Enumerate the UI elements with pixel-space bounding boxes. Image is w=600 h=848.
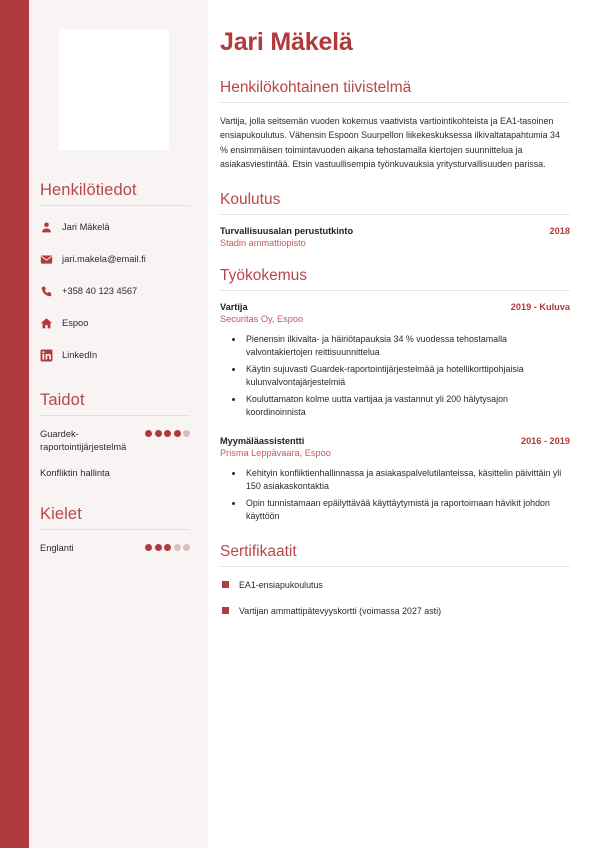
bullet-item: • Opin tunnistamaan epäilyttävää käyttäytymistä ja raportoimaan hävikit johdon käyttöön <box>244 497 570 524</box>
personal-section-heading: Henkilötiedot <box>40 181 137 199</box>
sidebar <box>29 0 208 848</box>
bullet-item: • Käytin sujuvasti Guardek-raportointijärjestelmää ja hotellikorttipohjaisia kulunvalvontajärjestelmiä <box>244 363 570 390</box>
section-divider <box>40 529 190 530</box>
main-content <box>208 0 600 848</box>
section-divider <box>220 102 570 103</box>
linkedin-icon <box>40 349 62 362</box>
rating-dot <box>145 544 152 551</box>
contact-text: Espoo <box>62 317 89 328</box>
skills-list <box>40 428 190 481</box>
sidebar-personal-section <box>29 181 208 364</box>
section-divider <box>220 566 570 567</box>
home-icon <box>40 317 62 330</box>
contact-text: LinkedIn <box>62 349 98 360</box>
contact-text: +358 40 123 4567 <box>62 285 138 296</box>
skill-item-label: Guardek-raportointijärjestelmä <box>40 429 127 453</box>
rating-dot <box>183 430 190 437</box>
entry-date: 2019 - Kuluva <box>510 301 570 312</box>
square-bullet-icon <box>222 581 229 588</box>
languages-list <box>40 542 190 555</box>
rating-dot <box>183 544 190 551</box>
profile-photo-placeholder <box>59 29 169 150</box>
skill-item-rating <box>145 428 190 437</box>
contact-text: Jari Mäkelä <box>62 221 110 232</box>
contact-row[interactable] <box>40 282 190 300</box>
entry-header <box>220 226 570 236</box>
entry-title: Turvallisuusalan perustutkinto <box>220 225 354 236</box>
sidebar-languages-section <box>29 505 208 555</box>
education-entries <box>220 226 570 248</box>
certificate-item <box>220 579 570 591</box>
accent-stripe <box>0 0 29 848</box>
entry <box>220 302 570 420</box>
contact-list <box>40 218 190 364</box>
entry-date: 2016 - 2019 <box>520 435 570 446</box>
certificates-heading: Sertifikaatit <box>220 543 297 560</box>
summary-text: Vartija, jolla seitsemän vuoden kokemus vaativista vartiointikohteista ja EA1-tasoinen ensiapukoulutus. Vähensin Espoon Suurpellon liikekeskuksessa ilkivaltatapahtumia 34 % ensimmäisen toimintavuoden aikana tehostamalla kiertojen suunnittelua ja asiakasviestintää. Etsin vastuullisempia työnkuvauksia yritysturvallisuuden parissa. <box>220 116 560 170</box>
entry-organization: Securitas Oy, Espoo <box>220 313 304 324</box>
skills-section-heading: Taidot <box>40 391 85 409</box>
bullet-item: • Pienensin ilkivalta- ja häiriötapauksia 34 % vuodessa tehostamalla valvontakiertojen reittisuunnittelua <box>244 333 570 360</box>
rating-dot <box>145 430 152 437</box>
certificate-text: EA1-ensiapukoulutus <box>239 580 323 590</box>
square-bullet-icon <box>222 607 229 614</box>
phone-icon <box>40 285 62 298</box>
entry <box>220 436 570 524</box>
entry-header <box>220 302 570 312</box>
page-title: Jari Mäkelä <box>220 28 353 56</box>
section-divider <box>220 290 570 291</box>
envelope-icon <box>40 253 62 266</box>
contact-row[interactable] <box>40 218 190 236</box>
rating-dot <box>155 430 162 437</box>
person-icon <box>40 221 62 234</box>
entry-bullets <box>220 467 570 524</box>
contact-row[interactable] <box>40 314 190 332</box>
bullet-item: • Kouluttamaton kolme uutta vartijaa ja vastannut yli 200 hälytysajon koordinoinnista <box>244 393 570 420</box>
certificate-item <box>220 605 570 617</box>
certificate-text: Vartijan ammattipätevyyskortti (voimassa 2027 asti) <box>239 606 442 617</box>
section-divider <box>40 415 190 416</box>
certificates-section <box>220 543 570 618</box>
bullet-item: • Kehityin konfliktienhallinnassa ja asiakaspalvelutilanteissa, käsittelin päivittäin yli 150 asiakaskontaktia <box>244 467 570 494</box>
section-divider <box>220 214 570 215</box>
entry-bullets <box>220 333 570 420</box>
experience-section <box>220 267 570 524</box>
certificate-list <box>220 579 570 618</box>
languages-section-heading: Kielet <box>40 504 82 523</box>
sidebar-skills-section <box>29 391 208 481</box>
entry-spacer <box>220 423 570 436</box>
entry-header <box>220 436 570 446</box>
education-section <box>220 191 570 248</box>
skill-item <box>40 467 190 480</box>
experience-heading: Työkokemus <box>220 266 308 284</box>
skill-item-label: Konfliktin hallinta <box>40 468 110 479</box>
entry-organization: Stadin ammattiopisto <box>220 237 306 248</box>
language-item-rating <box>145 542 190 551</box>
contact-row[interactable] <box>40 346 190 364</box>
rating-dot <box>174 544 181 551</box>
entry-title: Myymäläassistentti <box>220 435 305 446</box>
experience-entries <box>220 302 570 524</box>
rating-dot <box>155 544 162 551</box>
entry <box>220 226 570 248</box>
entry-date: 2018 <box>549 225 570 236</box>
education-heading: Koulutus <box>220 190 281 208</box>
rating-dot <box>174 430 181 437</box>
entry-organization: Prisma Leppävaara, Espoo <box>220 447 331 458</box>
rating-dot <box>164 430 171 437</box>
summary-section <box>220 79 570 172</box>
entry-title: Vartija <box>220 301 248 312</box>
language-item-label: Englanti <box>40 542 74 553</box>
rating-dot <box>164 544 171 551</box>
language-item <box>40 542 190 555</box>
contact-row[interactable] <box>40 250 190 268</box>
skill-item <box>40 428 190 454</box>
contact-text: jari.makela@email.fi <box>62 253 146 264</box>
summary-heading: Henkilökohtainen tiivistelmä <box>220 79 412 96</box>
section-divider <box>40 205 190 206</box>
